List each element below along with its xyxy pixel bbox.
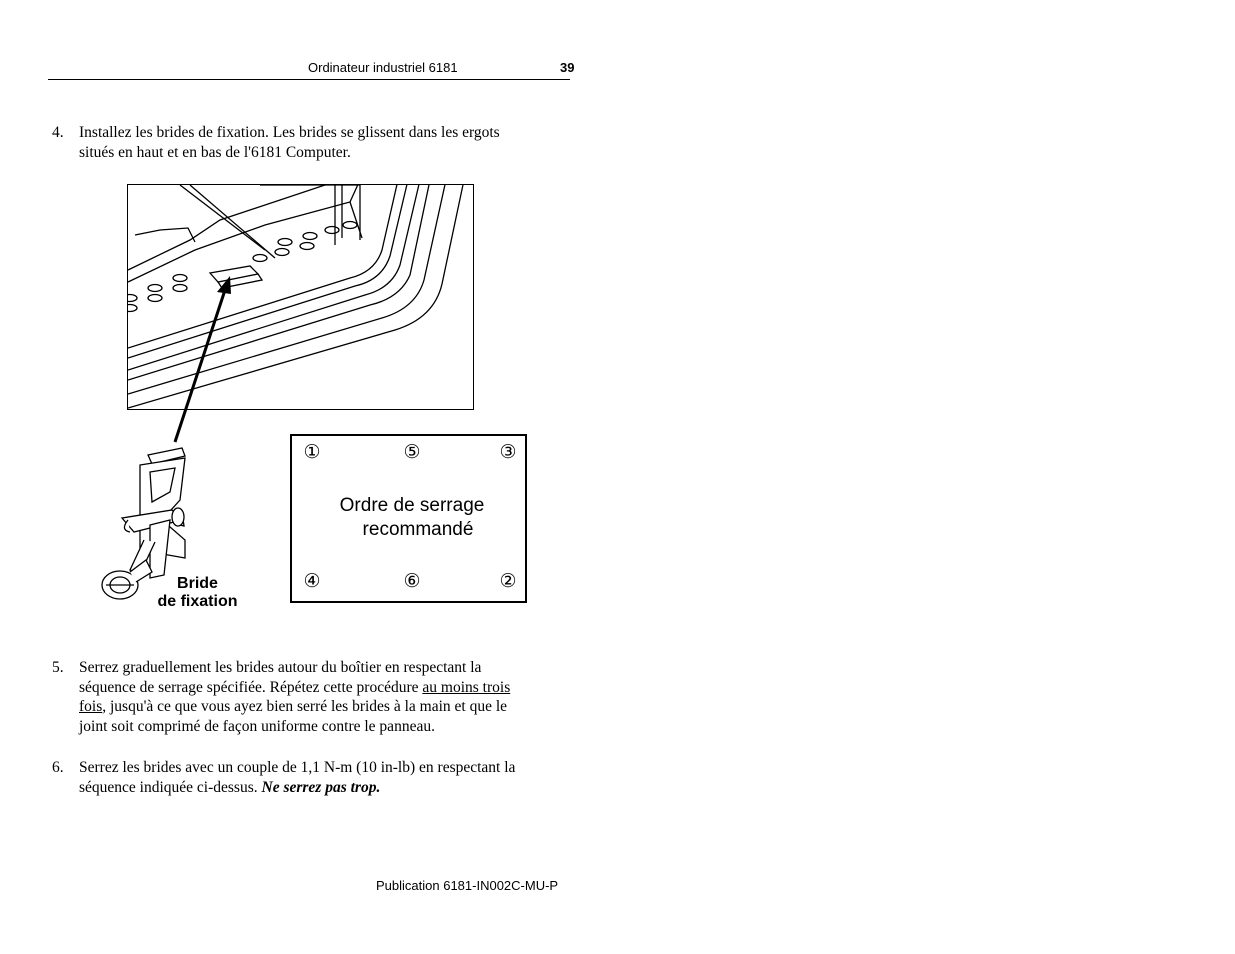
step-line [79, 778, 571, 798]
warning-emphasis: Ne serrez pas trop. [261, 778, 381, 796]
sequence-marker: ⑤ [403, 442, 421, 463]
step-line: Serrez graduellement les brides autour du boîtier en respectant la [79, 659, 482, 676]
step-line [79, 697, 571, 717]
clamp-label-line: de fixation [157, 593, 238, 610]
sequence-title [292, 494, 532, 542]
step-number: 5. [52, 659, 64, 676]
clamp-label-line: Bride [177, 575, 218, 592]
step-line: joint soit comprimé de façon uniforme contre le panneau. [79, 717, 435, 735]
sequence-marker: ① [303, 442, 321, 463]
sequence-marker: ② [499, 571, 517, 592]
step-line: situés en haut et en bas de l'6181 Computer. [79, 143, 351, 161]
step-number: 6. [52, 759, 64, 776]
sequence-title-line: Ordre de serrage [339, 495, 485, 516]
clamp-label [150, 575, 245, 611]
step-line-part: séquence indiquée ci-dessus. [79, 778, 262, 796]
step-line: Serrez les brides avec un couple de 1,1 N-m (10 in-lb) en respectant la [79, 759, 516, 776]
step-line-part: , jusqu'à ce que vous ayez bien serré les brides à la main et que le [102, 698, 508, 715]
footer-publication: Publication 6181-IN002C-MU-P [376, 878, 559, 893]
tightening-sequence-box [290, 434, 527, 603]
header-title: Ordinateur industriel 6181 [308, 60, 458, 75]
sequence-marker: ⑥ [403, 571, 421, 592]
sequence-title-line: recommandé [362, 519, 474, 540]
page-number: 39 [560, 60, 575, 75]
step-line-part: séquence de serrage spécifiée. Répétez cette procédure [79, 678, 423, 696]
emphasis-underline: au moins trois [422, 678, 511, 696]
step-text [79, 123, 571, 162]
step-text [79, 658, 571, 736]
sequence-marker: ④ [303, 571, 321, 592]
sequence-marker: ③ [499, 442, 517, 463]
emphasis-underline: fois [79, 698, 103, 715]
step-number: 4. [52, 124, 64, 141]
header-rule [48, 79, 570, 80]
step-line [79, 678, 571, 698]
step-line: Installez les brides de fixation. Les brides se glissent dans les ergots [79, 124, 500, 141]
step-text [79, 758, 571, 797]
